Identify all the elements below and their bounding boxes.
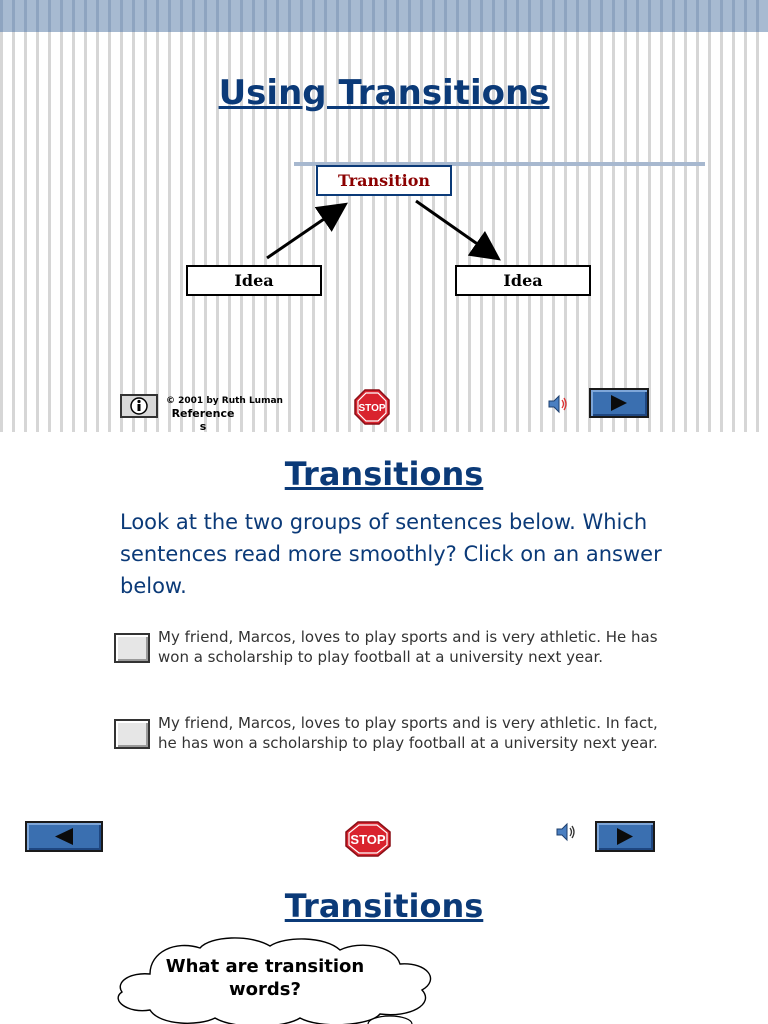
info-icon xyxy=(122,396,156,416)
slide-transition-words xyxy=(0,864,768,1024)
slide-title: Transitions xyxy=(284,455,484,493)
stop-button[interactable] xyxy=(354,389,390,425)
references-link[interactable]: Reference s xyxy=(171,407,235,432)
speaker-icon[interactable] xyxy=(546,392,570,416)
svg-text:STOP: STOP xyxy=(350,832,386,847)
diagram-arrows xyxy=(0,0,768,432)
slide-transitions-question xyxy=(0,432,768,864)
svg-text:STOP: STOP xyxy=(358,403,386,414)
answer-1-button[interactable] xyxy=(114,633,150,663)
arrow-transition-to-idea xyxy=(416,201,496,257)
speaker-icon[interactable] xyxy=(554,820,578,844)
slide-title: Using Transitions xyxy=(218,73,550,113)
next-slide-button[interactable] xyxy=(595,821,655,852)
answer-2-button[interactable] xyxy=(114,719,150,749)
cloud-question-text: What are transition words? xyxy=(165,956,365,1000)
next-arrow-icon xyxy=(597,823,653,850)
slide-title: Transitions xyxy=(284,887,484,925)
copyright-text: © 2001 by Ruth Luman xyxy=(166,396,283,406)
next-arrow-icon xyxy=(591,390,647,416)
answer-1-text: My friend, Marcos, loves to play sports and is very athletic. He has won a scholarship to play football at a university next year. xyxy=(158,628,658,666)
idea-box-right: Idea xyxy=(455,265,591,296)
info-button[interactable] xyxy=(120,394,158,418)
next-slide-button[interactable] xyxy=(589,388,649,418)
arrow-idea-to-transition xyxy=(267,206,343,258)
question-text: Look at the two groups of sentences below. Which sentences read more smoothly? Click on an answer below. xyxy=(120,510,662,598)
stop-button[interactable] xyxy=(345,821,391,857)
answer-2-text: My friend, Marcos, loves to play sports and is very athletic. In fact, he has won a scholarship to play football at a university next year. xyxy=(158,714,658,752)
slide-using-transitions xyxy=(0,0,768,432)
prev-slide-button[interactable] xyxy=(25,821,103,852)
prev-arrow-icon xyxy=(27,823,101,850)
idea-box-left: Idea xyxy=(186,265,322,296)
transition-box: Transition xyxy=(316,165,452,196)
